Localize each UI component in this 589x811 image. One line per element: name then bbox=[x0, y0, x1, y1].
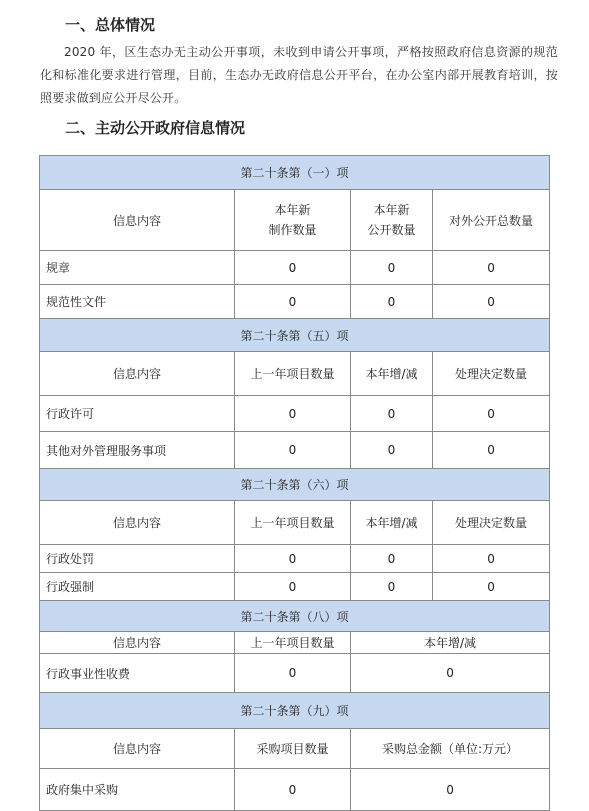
row-label: 行政事业性收费 bbox=[40, 654, 235, 693]
header-cell: 信息内容 bbox=[40, 352, 235, 396]
section-title: 第二十条第（一）项 bbox=[40, 156, 550, 190]
header-cell: 对外公开总数量 bbox=[433, 190, 550, 251]
table-row bbox=[40, 432, 550, 469]
header-cell: 处理决定数量 bbox=[433, 352, 550, 396]
header-cell: 信息内容 bbox=[40, 501, 235, 545]
value-cell: 0 bbox=[433, 285, 550, 319]
section-title: 第二十条第（九）项 bbox=[40, 693, 550, 729]
header-cell: 上一年项目数量 bbox=[235, 632, 351, 654]
row-label: 其他对外管理服务事项 bbox=[40, 432, 235, 469]
value-cell: 0 bbox=[235, 573, 351, 601]
value-cell: 0 bbox=[235, 769, 351, 811]
row-label: 规章 bbox=[40, 251, 235, 285]
value-cell: 0 bbox=[351, 251, 433, 285]
header-cell: 本年增/减 bbox=[351, 501, 433, 545]
value-cell: 0 bbox=[351, 396, 433, 432]
table-row bbox=[40, 769, 550, 811]
value-cell: 0 bbox=[351, 769, 550, 811]
header-cell: 本年新 公开数量 bbox=[351, 190, 433, 251]
value-cell: 0 bbox=[433, 251, 550, 285]
section-header-row bbox=[40, 693, 550, 729]
disclosure-table bbox=[39, 155, 550, 811]
table-row bbox=[40, 545, 550, 573]
header-cell: 信息内容 bbox=[40, 729, 235, 769]
header-cell: 上一年项目数量 bbox=[235, 352, 351, 396]
value-cell: 0 bbox=[351, 285, 433, 319]
header-cell: 信息内容 bbox=[40, 190, 235, 251]
table-row bbox=[40, 654, 550, 693]
row-label: 规范性文件 bbox=[40, 285, 235, 319]
value-cell: 0 bbox=[235, 396, 351, 432]
section-heading-overview: 一、总体情况 bbox=[65, 16, 156, 34]
value-cell: 0 bbox=[235, 251, 351, 285]
header-cell: 采购项目数量 bbox=[235, 729, 351, 769]
section-title: 第二十条第（八）项 bbox=[40, 601, 550, 632]
header-cell: 采购总金额（单位:万元） bbox=[351, 729, 550, 769]
section-heading-disclosure: 二、主动公开政府信息情况 bbox=[65, 119, 246, 137]
table-row bbox=[40, 251, 550, 285]
header-cell: 上一年项目数量 bbox=[235, 501, 351, 545]
header-cell: 处理决定数量 bbox=[433, 501, 550, 545]
row-label: 行政处罚 bbox=[40, 545, 235, 573]
section-header-row bbox=[40, 469, 550, 501]
row-label: 行政强制 bbox=[40, 573, 235, 601]
value-cell: 0 bbox=[235, 432, 351, 469]
column-header-row bbox=[40, 501, 550, 545]
table-row bbox=[40, 396, 550, 432]
value-cell: 0 bbox=[433, 396, 550, 432]
column-header-row bbox=[40, 352, 550, 396]
row-label: 政府集中采购 bbox=[40, 769, 235, 811]
header-cell: 本年新 制作数量 bbox=[235, 190, 351, 251]
column-header-row bbox=[40, 729, 550, 769]
section-header-row bbox=[40, 319, 550, 352]
value-cell: 0 bbox=[351, 573, 433, 601]
section-header-row bbox=[40, 156, 550, 190]
value-cell: 0 bbox=[235, 545, 351, 573]
value-cell: 0 bbox=[433, 432, 550, 469]
section-header-row bbox=[40, 601, 550, 632]
value-cell: 0 bbox=[351, 545, 433, 573]
section-title: 第二十条第（六）项 bbox=[40, 469, 550, 501]
overview-paragraph: 2020 年，区生态办无主动公开事项，未收到申请公开事项，严格按照政府信息资源的规范化和标准化要求进行管理，目前，生态办无政府信息公开平台，在办公室内部开展教育培训，按照要求做到应公开尽公开。 bbox=[40, 45, 558, 105]
value-cell: 0 bbox=[351, 654, 550, 693]
header-cell: 本年增/减 bbox=[351, 632, 550, 654]
section-title: 第二十条第（五）项 bbox=[40, 319, 550, 352]
row-label: 行政许可 bbox=[40, 396, 235, 432]
value-cell: 0 bbox=[235, 285, 351, 319]
value-cell: 0 bbox=[351, 432, 433, 469]
table-row bbox=[40, 285, 550, 319]
value-cell: 0 bbox=[433, 545, 550, 573]
value-cell: 0 bbox=[433, 573, 550, 601]
header-cell: 本年增/减 bbox=[351, 352, 433, 396]
table-row bbox=[40, 573, 550, 601]
value-cell: 0 bbox=[235, 654, 351, 693]
column-header-row bbox=[40, 632, 550, 654]
header-cell: 信息内容 bbox=[40, 632, 235, 654]
column-header-row bbox=[40, 190, 550, 251]
